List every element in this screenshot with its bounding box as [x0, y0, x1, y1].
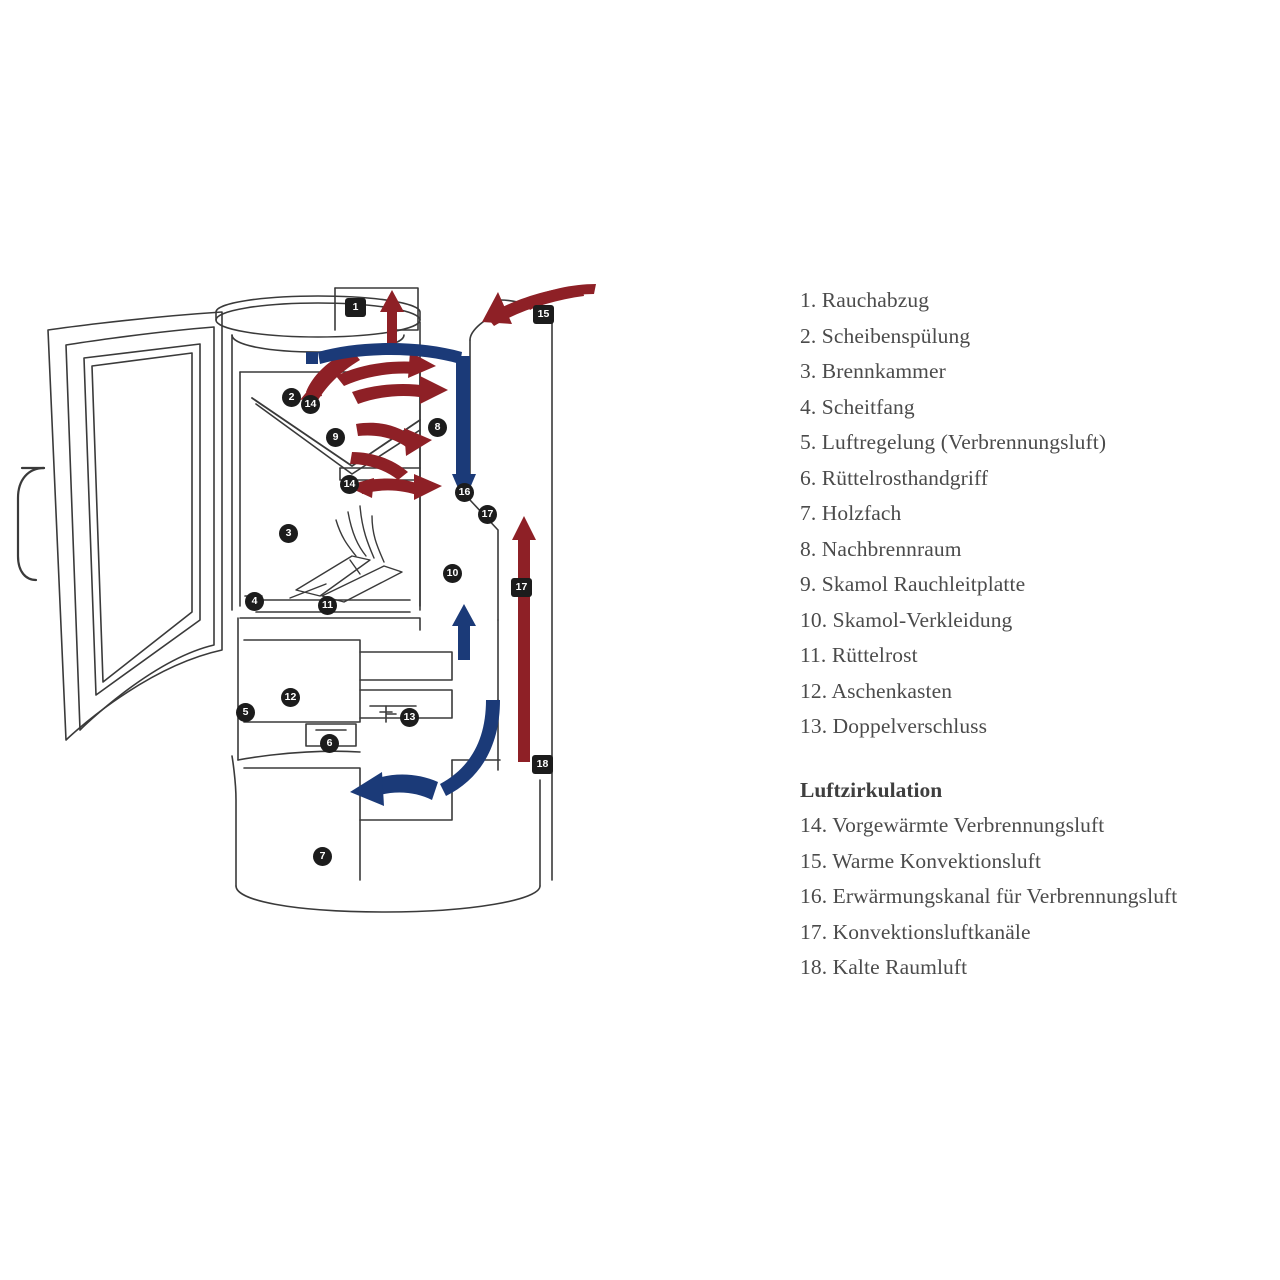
- legend-item: 17. Konvektionsluftkanäle: [800, 919, 1031, 944]
- callout-15[interactable]: 15: [533, 305, 554, 324]
- stove-cross-section-diagram: [0, 0, 700, 1000]
- legend-item: 3. Brennkammer: [800, 359, 946, 383]
- callout-4[interactable]: 4: [245, 592, 264, 611]
- legend-item: 11. Rüttelrost: [800, 643, 918, 667]
- legend-item: 15. Warme Konvektionsluft: [800, 848, 1042, 873]
- callout-14a[interactable]: 14: [301, 395, 320, 414]
- legend-item: 16. Erwärmungskanal für Verbrennungsluft: [800, 884, 1178, 908]
- callout-11[interactable]: 11: [318, 596, 337, 615]
- callout-13[interactable]: 13: [400, 708, 419, 727]
- callout-17a[interactable]: 17: [478, 505, 497, 524]
- legend-item: 4. Scheitfang: [800, 394, 915, 419]
- stove-body-outline: [216, 288, 552, 912]
- legend-list-components: [800, 283, 1270, 745]
- legend: [800, 283, 1270, 986]
- legend-item: 8. Nachbrennraum: [800, 536, 962, 561]
- callout-7[interactable]: 7: [313, 847, 332, 866]
- legend-item: 13. Doppelverschluss: [800, 714, 988, 738]
- callout-3[interactable]: 3: [279, 524, 298, 543]
- callout-12[interactable]: 12: [281, 688, 300, 707]
- callout-8[interactable]: 8: [428, 418, 447, 437]
- callout-9[interactable]: 9: [326, 428, 345, 447]
- stove-door-open: [18, 312, 222, 740]
- legend-item: 1. Rauchabzug: [800, 288, 930, 312]
- stove-drawing-svg: [0, 0, 700, 1000]
- legend-item: 6. Rüttelrosthandgriff: [800, 465, 989, 490]
- callout-16[interactable]: 16: [455, 483, 474, 502]
- callout-18[interactable]: 18: [532, 755, 553, 774]
- legend-item: 2. Scheibenspülung: [800, 323, 971, 348]
- legend-item: 5. Luftregelung (Verbrennungsluft): [800, 430, 1107, 454]
- legend-item: 18. Kalte Raumluft: [800, 955, 968, 979]
- legend-item: 14. Vorgewärmte Verbrennungsluft: [800, 813, 1105, 837]
- callout-17b[interactable]: 17: [511, 578, 532, 597]
- legend-item: 12. Aschenkasten: [800, 678, 953, 703]
- callout-2[interactable]: 2: [282, 388, 301, 407]
- callout-6[interactable]: 6: [320, 734, 339, 753]
- legend-item: 7. Holzfach: [800, 501, 902, 525]
- legend-section-title: Luftzirkulation: [800, 777, 943, 802]
- callout-10[interactable]: 10: [443, 564, 462, 583]
- legend-item: 10. Skamol-Verkleidung: [800, 607, 1013, 632]
- callout-1[interactable]: 1: [345, 298, 366, 317]
- callout-5[interactable]: 5: [236, 703, 255, 722]
- legend-list-airflow: [800, 808, 1270, 986]
- legend-item: 9. Skamol Rauchleitplatte: [800, 572, 1026, 596]
- callout-14b[interactable]: 14: [340, 475, 359, 494]
